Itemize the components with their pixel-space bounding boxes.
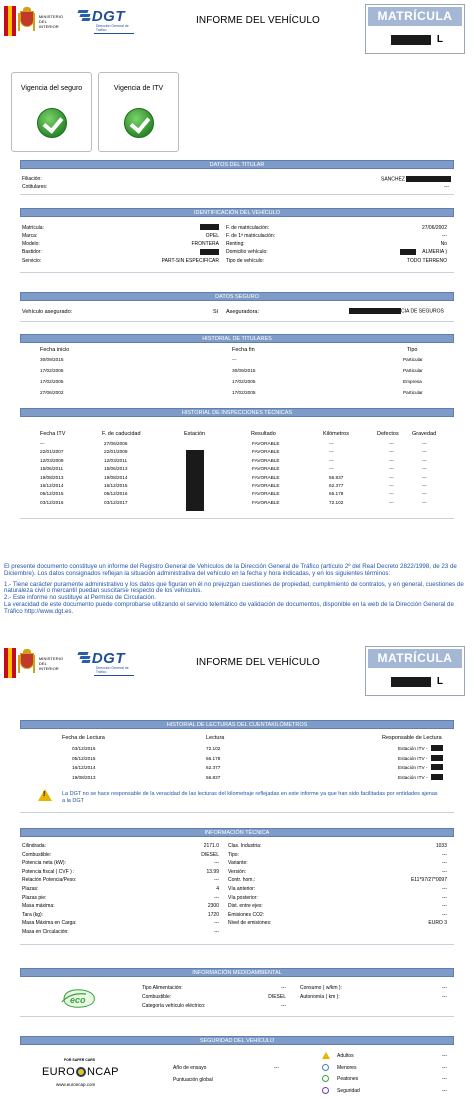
seguridad-item-label: Menores <box>337 1064 357 1071</box>
child-icon <box>322 1064 329 1071</box>
ministerio-logo <box>4 4 138 38</box>
legal-paragraph: 1.- Tiene carácter puramente administrativo y los datos que figuran en él no prejuzgan cuestiones de propiedad, cumplimiento de contratos, y en general, cuestiones de naturaleza civil o mercantil puedan suscitarse respecto de los vehículos. <box>4 580 464 595</box>
table-cell: 62.377 <box>206 765 221 770</box>
table-cell: 72.102 <box>206 746 221 751</box>
vehiculo-field-label: Bastidor: <box>22 249 42 255</box>
table-cell: Estación ITV - <box>398 746 428 751</box>
seguridad-item-value: --- <box>442 1087 447 1094</box>
table-cell: 30/09/2015 <box>40 357 64 362</box>
tecnica-field-value: --- <box>442 894 447 901</box>
dgt-subtitle: Dirección General de Tráfico <box>95 665 129 674</box>
tecnica-field-value: --- <box>442 851 447 858</box>
table-header: Kilómetros <box>323 431 349 437</box>
table-cell: 16/12/2015 <box>104 483 128 488</box>
table-cell: 56.837 <box>206 774 221 780</box>
tecnica-field-label: Clas. Industria: <box>228 843 262 849</box>
section-title: DATOS SEGURO <box>20 292 454 301</box>
dgt-mark-icon <box>78 652 92 664</box>
table-cell: 05/12/2015 <box>40 491 64 497</box>
medio-field-value: DIESEL <box>268 994 286 1000</box>
table-header: Tipo <box>407 347 418 353</box>
legal-text <box>4 564 470 616</box>
vehiculo-field-value: TODO TERRENO <box>406 258 447 264</box>
table-cell: Particular <box>403 390 423 395</box>
check-icon <box>37 108 67 138</box>
section-title: INFORMACIÓN TÉCNICA <box>20 828 454 837</box>
vehiculo-field-label: Marca: <box>22 233 38 239</box>
table-cell: 27/06/2002 <box>40 390 64 395</box>
pedestrian-icon <box>322 1075 329 1082</box>
vehiculo-field-label: Servicio: <box>22 258 42 264</box>
table-cell: --- <box>329 466 334 472</box>
table-cell: Estación ITV - <box>398 765 428 770</box>
tecnica-field-label: Variante: <box>228 860 248 867</box>
table-cell: 17/02/2005 <box>40 379 64 384</box>
tecnica-field-value: --- <box>214 929 219 935</box>
spain-flag-icon <box>4 6 16 36</box>
section-title: HISTORIAL DE TITULARES <box>20 334 454 343</box>
tecnica-field-value: DIESEL <box>201 851 219 858</box>
matricula-value: L <box>391 677 443 687</box>
dgt-mark-icon <box>78 10 92 22</box>
section-title: SEGURIDAD DEL VEHÍCULO <box>20 1036 454 1045</box>
tecnica-field-label: Plazas pie: <box>22 894 47 901</box>
seguridad-item-label: Seguridad <box>337 1087 360 1094</box>
table-cell: 15/06/2011 <box>40 466 64 472</box>
tecnica-field-label: Masa en Circulación: <box>22 929 69 935</box>
tecnica-field-value: --- <box>442 903 447 910</box>
km-warning-text: La DGT no se hace responsable de la veracidad de las lecturas del kilometraje reflejadas en este informe ya que han sido facilitadas por entidades ajenas a la DGT <box>62 791 438 804</box>
tecnica-field-value: --- <box>214 860 219 867</box>
tecnica-field-label: Emisiones CO2: <box>228 911 265 918</box>
vehiculo-field-value: 27/06/2002 <box>421 225 447 231</box>
table-cell: 62.377 <box>329 483 344 488</box>
table-cell: --- <box>329 441 334 446</box>
table-cell: 15/06/2013 <box>104 466 128 472</box>
table-cell: --- <box>422 491 427 497</box>
cotitulares-label: Cotitulares: <box>22 184 48 190</box>
table-cell: 19/08/2014 <box>104 474 128 480</box>
tecnica-field-value: 1720 <box>207 911 219 918</box>
dgt-wordmark: DGT <box>91 649 125 667</box>
tecnica-field-value: --- <box>442 868 447 875</box>
vehiculo-field-label: Renting: <box>226 241 245 247</box>
redaction <box>200 249 219 255</box>
table-cell: 17/02/2005 <box>232 379 256 384</box>
table-cell: 05/12/2015 <box>72 755 96 761</box>
section-titular <box>20 160 454 169</box>
spain-flag-icon <box>4 648 16 678</box>
aseguradora-label: Aseguradora: <box>226 309 260 315</box>
section-seguro <box>20 292 454 301</box>
legal-paragraph: 2.- Este informe no sustituye al Permiso de Circulación. <box>4 594 157 602</box>
table-cell: Estación ITV - <box>398 755 428 761</box>
vigencia-seguro-card <box>11 72 92 152</box>
tecnica-field-value: --- <box>214 920 219 927</box>
table-cell: 16/12/2014 <box>72 765 96 770</box>
euroncap-wordmark: EURO NCAP <box>42 1066 119 1078</box>
eco-logo-icon <box>60 987 98 1009</box>
asegurado-label: Vehículo asegurado: <box>22 309 73 315</box>
table-cell: FAVORABLE <box>252 449 280 455</box>
coat-of-arms-icon <box>17 649 36 677</box>
table-cell: 05/12/2016 <box>104 491 128 497</box>
ano-ensayo-label: Año de ensayo <box>173 1065 207 1071</box>
seguridad-item-value: --- <box>442 1053 447 1059</box>
matricula-box <box>365 646 465 696</box>
vehiculo-field-value: OPEL <box>205 233 219 239</box>
redaction <box>200 224 219 230</box>
table-cell: --- <box>422 499 427 505</box>
euroncap-logo: FOR SAFER CARS EURO NCAP www.euroncap.com <box>42 1058 119 1087</box>
vehiculo-field-label: F. de matriculación: <box>226 225 270 231</box>
table-cell: 19/08/2013 <box>72 774 96 780</box>
tecnica-field-value: --- <box>442 886 447 892</box>
vehiculo-field-value: FRONTERA <box>191 241 219 247</box>
medio-field-label: Consumo ( w/km ): <box>300 985 342 991</box>
matricula-value: L <box>391 35 443 45</box>
medio-field-value: --- <box>281 1003 286 1009</box>
filiacion-label: Filiación: <box>22 176 42 182</box>
table-cell: --- <box>232 357 237 362</box>
table-cell: 03/12/2017 <box>104 499 128 505</box>
vehiculo-field-label: F. de 1ª matriculación: <box>226 233 276 239</box>
table-cell: --- <box>329 457 334 463</box>
table-cell: --- <box>422 474 427 480</box>
table-cell: FAVORABLE <box>252 483 280 488</box>
medio-field-label: Autonomía ( km ): <box>300 994 340 1000</box>
tecnica-field-label: Vía anterior: <box>228 886 256 892</box>
medio-field-value: --- <box>442 994 447 1000</box>
tecnica-field-label: Plazas: <box>22 886 39 892</box>
tecnica-field-label: Tara (kg): <box>22 911 44 918</box>
table-cell: 19/08/2013 <box>40 474 64 480</box>
vehiculo-field-label: Tipo de vehículo: <box>226 258 264 264</box>
tecnica-field-value: 1033 <box>435 843 447 849</box>
table-cell: 72.102 <box>329 499 344 505</box>
redaction <box>431 745 443 751</box>
redaction <box>400 249 416 255</box>
section-cuentakm <box>20 720 454 729</box>
section-title: DATOS DEL TITULAR <box>20 160 454 169</box>
table-cell: Estación ITV - <box>398 774 428 780</box>
table-cell: FAVORABLE <box>252 474 280 480</box>
tecnica-field-value: 4 <box>216 886 219 892</box>
tecnica-field-value: 13.99 <box>206 868 219 875</box>
tecnica-field-label: Potencia fiscal ( CVF ) : <box>22 868 75 875</box>
tecnica-field-value: --- <box>442 911 447 918</box>
table-cell: 03/12/2016 <box>40 499 64 505</box>
ministerio-logo <box>4 646 138 680</box>
table-cell: 16/12/2014 <box>40 483 64 488</box>
table-cell: --- <box>389 474 394 480</box>
redaction <box>431 755 443 761</box>
tecnica-field-value: --- <box>214 877 219 884</box>
page-title: INFORME DEL VEHÍCULO <box>196 657 320 668</box>
table-cell: 22/01/2007 <box>40 449 64 455</box>
matricula-box <box>365 4 465 54</box>
table-header: Responsable de Lectura <box>382 735 442 741</box>
seguridad-item-value: --- <box>442 1064 447 1071</box>
tecnica-field-label: Combustible: <box>22 851 52 858</box>
aseguradora-value: CIA DE SEGUROS <box>349 308 444 314</box>
table-cell: 66.178 <box>329 491 344 497</box>
table-cell: FAVORABLE <box>252 491 280 497</box>
table-cell: --- <box>422 449 427 455</box>
tecnica-field-label: Tipo: <box>228 851 239 858</box>
table-cell: --- <box>389 449 394 455</box>
filiacion-value: SANCHEZ <box>381 176 451 182</box>
table-cell: 56.837 <box>329 474 344 480</box>
table-header: Fecha inicio <box>40 347 70 353</box>
vehiculo-field-value: ALMERIA ) <box>422 249 447 255</box>
tecnica-field-label: Versión: <box>228 868 247 875</box>
section-vehiculo <box>20 208 454 217</box>
vehiculo-field-label: Domicilio vehículo: <box>226 249 268 255</box>
table-cell: 17/02/2005 <box>232 390 256 395</box>
tecnica-field-value: --- <box>442 860 447 867</box>
tecnica-field-value: 2171.0 <box>203 843 219 849</box>
tecnica-field-label: Relación Potencia/Peso: <box>22 877 77 884</box>
medio-field-label: Categoría vehículo eléctrico: <box>142 1003 206 1009</box>
dgt-logo <box>78 651 138 676</box>
medio-field-label: Tipo Alimentación: <box>142 985 183 991</box>
table-header: Defectos <box>377 431 399 437</box>
estacion-redaction <box>186 450 204 511</box>
asegurado-value: Sí <box>213 309 219 315</box>
table-cell: FAVORABLE <box>252 441 280 446</box>
redaction <box>431 774 443 780</box>
section-title: IDENTIFICACIÓN DEL VEHÍCULO <box>20 208 454 217</box>
section-medioambiental <box>20 968 454 977</box>
table-cell: FAVORABLE <box>252 466 280 472</box>
table-header: Lectura <box>206 735 225 741</box>
vehiculo-field-value: PART-SIN ESPECIFICAR <box>161 258 219 264</box>
table-cell: 30/09/2015 <box>232 368 256 373</box>
tecnica-field-value: E11*97/27*0097 <box>410 877 447 884</box>
seguridad-item-label: Adultos <box>337 1053 354 1059</box>
vigencia-itv-label: Vigencia de ITV <box>113 85 164 92</box>
vehiculo-field-label: Modelo: <box>22 241 40 247</box>
adult-icon <box>322 1052 330 1059</box>
table-header: Resultado <box>251 431 276 437</box>
table-header: F. de caducidad <box>102 431 141 437</box>
dgt-wordmark: DGT <box>91 7 125 25</box>
tecnica-field-label: Cilindrada: <box>22 843 46 849</box>
tecnica-field-label: Contr. hom.: <box>228 877 256 884</box>
legal-paragraph: La veracidad de este documento puede comprobarse utilizando el servicio telemático de validación de documentos, disponible en la web de la Dirección General de Tráfico http://www.dgt.es. <box>4 600 454 615</box>
table-cell: --- <box>389 466 394 472</box>
tecnica-field-label: Dist. entre ejes: <box>228 903 263 910</box>
table-cell: FAVORABLE <box>252 457 280 463</box>
table-cell: FAVORABLE <box>252 499 280 505</box>
table-cell: --- <box>389 491 394 497</box>
puntuacion-label: Puntuación global <box>173 1077 213 1083</box>
section-title: HISTORIAL DE LECTURAS DEL CUENTAKILÓMETROS <box>20 720 454 729</box>
vehiculo-field-value: --- <box>442 233 447 239</box>
section-historial-itv <box>20 408 454 417</box>
vigencia-itv-card <box>98 72 179 152</box>
table-cell: --- <box>422 457 427 463</box>
ministerio-text: MINISTERIO DEL INTERIOR <box>38 13 64 29</box>
tecnica-field-value: EURO 3 <box>428 920 447 927</box>
tecnica-field-label: Masa máxima: <box>22 903 55 910</box>
table-header: Estación <box>184 431 206 437</box>
dgt-subtitle: Dirección General de Tráfico <box>95 23 129 32</box>
matricula-label: MATRÍCULA <box>368 649 462 668</box>
section-seguridad <box>20 1036 454 1045</box>
table-cell: --- <box>389 499 394 505</box>
tecnica-field-label: Nivel de emisiones: <box>228 920 272 927</box>
table-cell: 27/06/2006 <box>104 441 128 446</box>
table-cell: 22/01/2009 <box>104 449 128 455</box>
table-cell: 12/03/2009 <box>40 457 64 463</box>
check-icon <box>124 108 154 138</box>
table-cell: --- <box>389 483 394 488</box>
svg-text:eco: eco <box>70 995 86 1005</box>
table-header: Fecha ITV <box>40 431 66 437</box>
table-header: Fecha fin <box>232 347 255 353</box>
section-title: HISTORIAL DE INSPECCIONES TÉCNICAS <box>20 408 454 417</box>
table-cell: --- <box>329 449 334 455</box>
seguridad-item-label: Peatones <box>337 1076 359 1082</box>
redaction <box>431 764 443 770</box>
cotitulares-value: --- <box>444 184 449 190</box>
ministerio-text: MINISTERIO DEL INTERIOR <box>38 655 64 671</box>
tecnica-field-label: Vía posterior: <box>228 894 258 901</box>
table-cell: Particular <box>403 357 423 362</box>
vehiculo-field-label: Matrícula: <box>22 225 44 231</box>
vehiculo-field-value: No <box>440 241 447 247</box>
ano-ensayo-value: --- <box>274 1065 279 1071</box>
legal-paragraph: El presente documento constituye un informe del Registro General de Vehículos de la Dirección General de Tráfico (artículo 2º del Real Decreto 2822/1998, de 23 de Diciembre). Los datos consignados reflejan la situación administrativa del vehículo en la fecha y hora indicadas, y en los siguientes términos: <box>4 563 457 577</box>
coat-of-arms-icon <box>17 7 36 35</box>
vigencia-seguro-label: Vigencia del seguro <box>20 85 83 92</box>
section-historial-titulares <box>20 334 454 343</box>
table-cell: --- <box>422 483 427 488</box>
tecnica-field-value: --- <box>214 894 219 901</box>
table-cell: --- <box>389 457 394 463</box>
dgt-logo <box>78 9 138 34</box>
medio-field-value: --- <box>281 985 286 991</box>
table-cell: 17/02/2005 <box>40 368 64 373</box>
seguridad-item-value: --- <box>442 1076 447 1082</box>
page-title: INFORME DEL VEHÍCULO <box>196 15 320 26</box>
table-cell: --- <box>422 466 427 472</box>
tecnica-field-label: Potencia neta (kW): <box>22 860 66 867</box>
table-cell: Empresa <box>403 379 422 384</box>
table-cell: Particular <box>403 368 423 373</box>
tecnica-field-value: 2300 <box>207 903 219 910</box>
section-title: INFORMACIÓN MEDIOAMBIENTAL <box>20 968 454 977</box>
safety-assist-icon <box>322 1087 329 1094</box>
medio-field-value: --- <box>442 985 447 991</box>
table-cell: --- <box>389 441 394 446</box>
table-cell: 66.178 <box>206 755 221 761</box>
tecnica-field-label: Masa Máxima en Carga: <box>22 920 77 927</box>
table-cell: 12/03/2011 <box>104 457 128 463</box>
table-cell: --- <box>422 441 427 446</box>
table-header: Gravedad <box>412 431 437 437</box>
table-cell: --- <box>40 441 45 446</box>
table-cell: 03/12/2016 <box>72 746 96 751</box>
table-header: Fecha de Lectura <box>62 735 105 741</box>
matricula-label: MATRÍCULA <box>368 7 462 26</box>
medio-field-label: Combustible: <box>142 994 172 1000</box>
section-tecnica <box>20 828 454 837</box>
